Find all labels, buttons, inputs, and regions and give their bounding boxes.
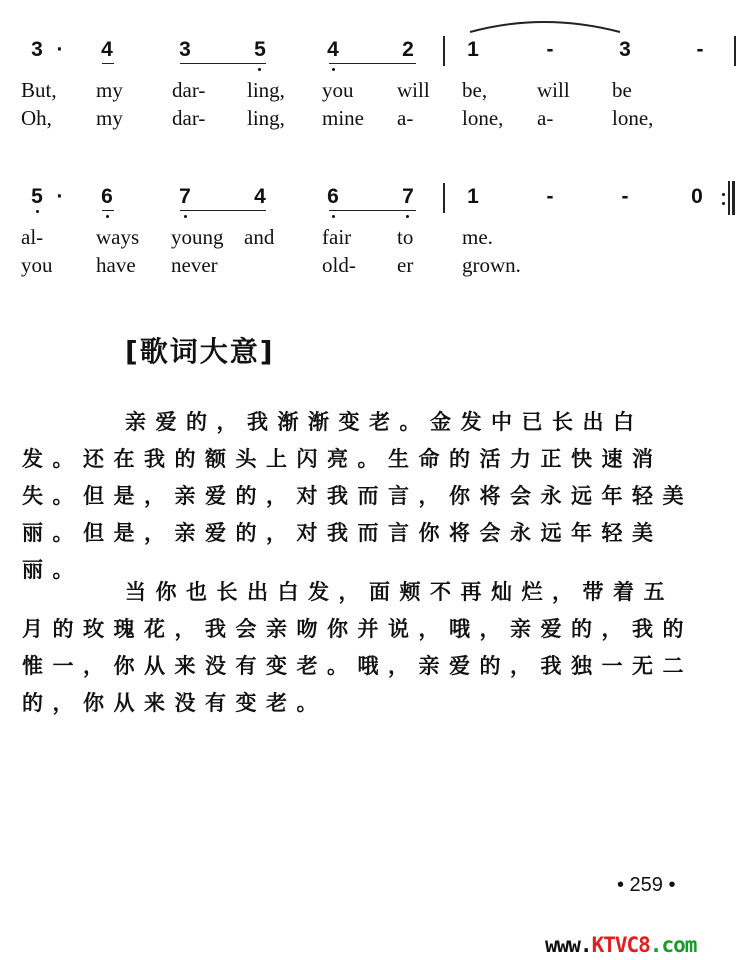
lyric: you [322,78,354,102]
lyric: a- [397,106,414,130]
note: 3 [179,38,191,61]
lyric: my [96,78,123,102]
dash: - [546,185,554,208]
note: 1 [467,185,479,208]
underline [102,210,114,211]
low-octave-dot [332,215,335,218]
lyric: mine [322,106,364,130]
low-octave-dot [258,68,261,71]
low-octave-dot [332,68,335,71]
lyric: never [171,253,218,277]
lyric: ling, [247,106,285,130]
lyric: ways [96,225,140,249]
lyric: grown. [462,253,521,277]
dash: - [696,38,704,61]
lyric: have [96,253,136,277]
note: 5 [254,38,266,61]
underline [102,63,114,64]
repeat-dot [722,193,725,196]
underline [180,63,266,64]
underline [329,63,416,64]
note: 5 [31,185,43,208]
lyric: will [537,78,570,102]
lyric: be [612,78,632,102]
page-number: • 259 • [617,874,676,896]
lyric: old- [322,253,356,277]
note: 2 [402,38,414,61]
lyric: me. [462,225,493,249]
barline [443,36,445,66]
rest: 0 [691,185,703,208]
lyric: young [171,225,224,249]
note: 4 [101,38,113,61]
paragraph: 当你也长出白发，面颊不再灿烂，带着五月的玫瑰花，我会亲吻你并说，哦，亲爱的，我的惟一，你从来没有变老。哦，亲爱的，我独一无二的，你从来没有变老。 [22,580,693,715]
note: 3 [31,38,43,61]
note: 3 [619,38,631,61]
low-octave-dot [184,215,187,218]
note: 7 [402,185,414,208]
lyric: al- [21,225,44,249]
watermark-com: .com [649,933,697,957]
paragraph: 亲爱的，我渐渐变老。金发中已长出白发。还在我的额头上闪亮。生命的活力正快速消失。但是，亲爱的，对我而言，你将会永远年轻美丽。但是，亲爱的，对我而言你将会永远年轻美丽。 [22,410,693,582]
dotted-note-dot: · [56,185,64,208]
low-octave-dot [106,215,109,218]
section-title: [歌词大意] [125,335,275,368]
lyric: lone, [612,106,654,130]
repeat-dot [722,202,725,205]
lyric: fair [322,225,352,249]
lyric: ling, [247,78,285,102]
note: 6 [327,185,339,208]
lyric: er [397,253,414,277]
note: 4 [327,38,339,61]
low-octave-dot [36,210,39,213]
lyric: to [397,225,414,249]
lyric: dar- [172,106,206,130]
lyric: Oh, [21,106,52,130]
dotted-note-dot: · [56,38,64,61]
watermark-brand: KTVC8 [591,933,650,957]
underline [329,210,416,211]
low-octave-dot [406,215,409,218]
underline [180,210,266,211]
dash: - [621,185,629,208]
note: 6 [101,185,113,208]
dash: - [546,38,554,61]
repeat-barline [728,181,730,215]
lyric: dar- [172,78,206,102]
lyric: be, [462,78,488,102]
barline [734,36,736,66]
note: 4 [254,185,266,208]
lyric: a- [537,106,554,130]
lyric: But, [21,78,57,102]
lyric: will [397,78,430,102]
note: 7 [179,185,191,208]
watermark [545,933,696,957]
watermark-www: www. [545,933,592,957]
repeat-barline-thick [732,181,735,215]
slur [468,18,624,34]
barline [443,183,445,213]
note: 1 [467,38,479,61]
lyric: lone, [462,106,504,130]
lyric: my [96,106,123,130]
lyric: you [21,253,53,277]
lyric: and [244,225,275,249]
